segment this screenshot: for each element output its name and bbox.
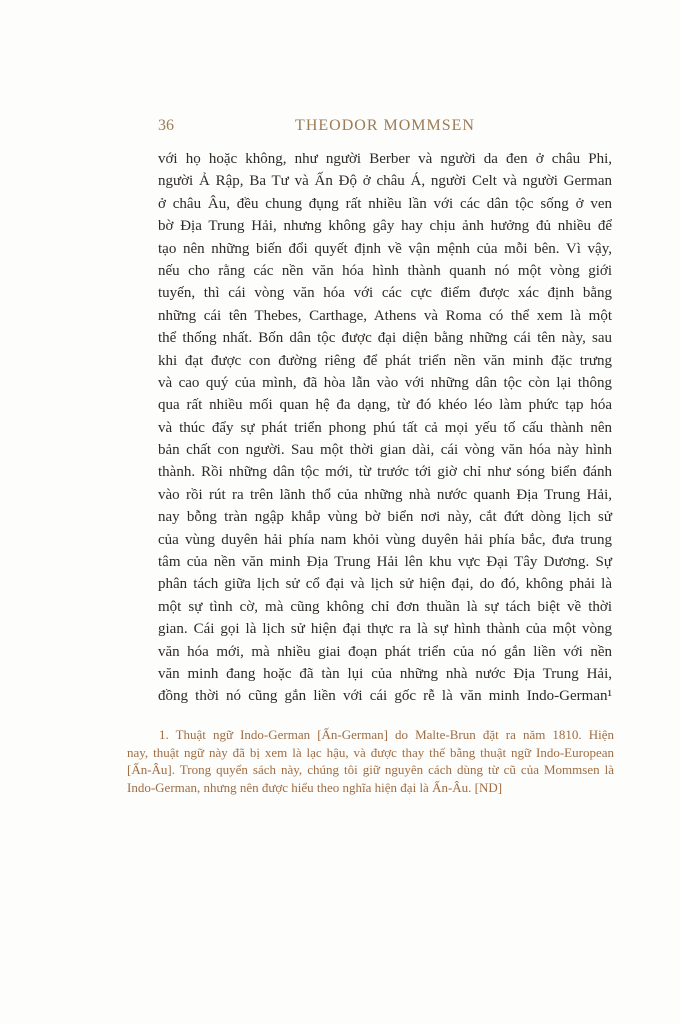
body-line: thành. Rồi những dân tộc mới, từ trước tới giờ chỉ như sóng biển đánh bbox=[158, 464, 612, 481]
page-number: 36 bbox=[158, 117, 174, 134]
body-paragraph bbox=[158, 148, 612, 708]
body-line: thể thống nhất. Bốn dân tộc được đại diện bằng những cái tên này, sau bbox=[158, 330, 612, 347]
footnote-line: 1. Thuật ngữ Indo-German [Ấn-German] do Malte-Brun đặt ra năm 1810. Hiện bbox=[159, 727, 614, 742]
body-line: ở châu Âu, đều chung đụng rất nhiều lần với các dân tộc sống ở ven bbox=[158, 195, 612, 212]
footnote-line: nay, thuật ngữ này đã bị xem là lạc hậu, và được thay thế bằng thuật ngữ Indo-European bbox=[127, 744, 614, 760]
body-line: và thúc đẩy sự phát triển phong phú tất cả mọi yếu tố cấu thành nên bbox=[158, 419, 612, 436]
body-line: tâm của nền văn minh Địa Trung Hải lên khu vực Đại Tây Dương. Sự bbox=[158, 554, 612, 571]
footnote-line: Indo-German, nhưng nên được hiểu theo nghĩa hiện đại là Ấn-Âu. [ND] bbox=[127, 779, 503, 795]
body-line: một sự tình cờ, mà cũng không chỉ đơn thuần là sự tách biệt về thời bbox=[158, 598, 612, 615]
body-line: phân tách giữa lịch sử cổ đại và lịch sử hiện đại, do đó, không phải là bbox=[158, 576, 612, 593]
body-line: tuyến, thì cái vòng văn hóa với các cực điểm được xác định bằng bbox=[158, 285, 612, 302]
footnote-line: [Ấn-Âu]. Trong quyển sách này, chúng tôi giữ nguyên cách dùng từ cũ của Mommsen là bbox=[127, 762, 614, 778]
body-line: tạo nên những biến đổi quyết định về vận mệnh của mỗi bên. Vì vậy, bbox=[158, 240, 612, 257]
body-line: qua rất nhiều mối quan hệ đa dạng, từ đó khéo léo làm phức tạp hóa bbox=[158, 397, 612, 414]
body-line: gian. Cái gọi là lịch sử hiện đại thực ra là sự hình thành của một vòng bbox=[158, 621, 612, 638]
body-line: đồng thời nó cũng gắn liền với cái gốc rễ là văn minh Indo-German¹ bbox=[158, 688, 612, 705]
body-line: văn minh đang hoặc đã tàn lụi của những nhà nước Địa Trung Hải, bbox=[158, 665, 612, 682]
body-line: vào rồi rút ra trên lãnh thổ của những nhà nước quanh Địa Trung Hải, bbox=[158, 486, 612, 503]
body-line: người Ả Rập, Ba Tư và Ấn Độ ở châu Á, người Celt và người German bbox=[158, 173, 612, 190]
running-header bbox=[158, 117, 612, 137]
body-line: những cái tên Thebes, Carthage, Athens và Roma có thể xem là một bbox=[158, 307, 612, 324]
body-line: khi đạt được con đường riêng để phát triển nền văn minh đặc trưng bbox=[158, 352, 612, 369]
body-line: của vùng duyên hải phía nam khỏi vùng duyên hải phía bắc, đưa trung bbox=[158, 531, 612, 548]
body-line: bờ Địa Trung Hải, nhưng không gây hay chịu ảnh hưởng đủ nhiều để bbox=[158, 218, 612, 235]
body-line: nay bỗng tràn ngập khắp vùng bờ biển nơi này, cắt đứt dòng lịch sử bbox=[158, 509, 612, 526]
body-line: văn hóa mới, mà nhiều giai đoạn phát triển của nó gắn liền với nền bbox=[158, 643, 612, 660]
body-line: bản chất con người. Sau một thời gian dài, cái vòng văn hóa này hình bbox=[158, 442, 612, 459]
body-line: với họ hoặc không, như người Berber và người da đen ở châu Phi, bbox=[158, 151, 612, 167]
body-line: và cao quý của mình, đã hòa lẫn vào với những dân tộc còn lại thông bbox=[158, 374, 612, 391]
footnote bbox=[127, 726, 614, 796]
running-title: THEODOR MOMMSEN bbox=[295, 117, 475, 134]
body-line: nếu cho rằng các nền văn hóa hình thành quanh nó một vòng giới bbox=[158, 262, 612, 279]
